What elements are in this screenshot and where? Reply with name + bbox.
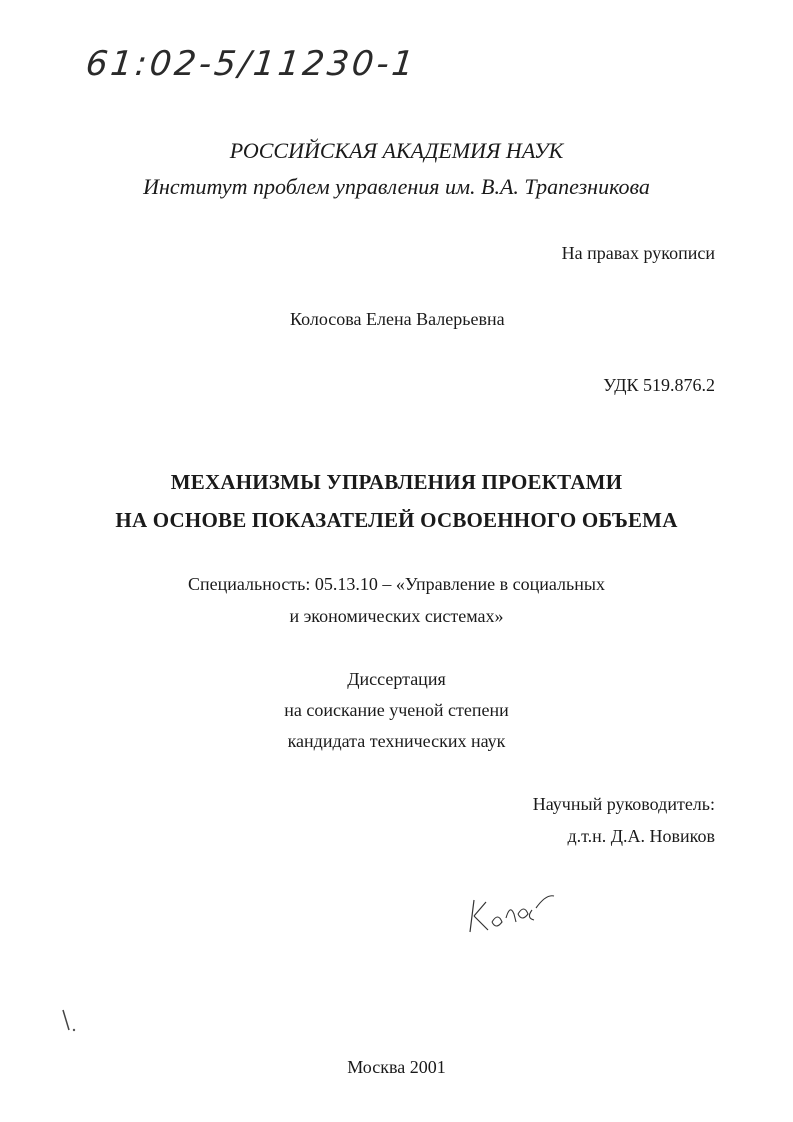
specialty-line-2: и экономических системах» xyxy=(289,606,504,626)
institute-name: Институт проблем управления им. В.А. Трапезникова xyxy=(143,174,650,199)
scan-mark xyxy=(60,1008,80,1034)
thesis-title-line-2: НА ОСНОВЕ ПОКАЗАТЕЛЕЙ ОСВОЕННОГО ОБЪЕМА xyxy=(115,508,678,532)
specialty-line-1: Специальность: 05.13.10 – «Управление в социальных xyxy=(188,574,605,594)
thesis-title-line-1: МЕХАНИЗМЫ УПРАВЛЕНИЯ ПРОЕКТАМИ xyxy=(170,470,623,494)
handwritten-signature xyxy=(458,888,558,938)
degree-line-2: на соискание ученой степени xyxy=(284,700,509,720)
manuscript-rights: На правах рукописи xyxy=(561,243,715,263)
handwritten-archive-code: 61:02-5/11230-1 xyxy=(83,44,419,84)
academy-name: РОССИЙСКАЯ АКАДЕМИЯ НАУК xyxy=(229,138,564,163)
degree-line-1: Диссертация xyxy=(347,669,446,689)
degree-line-3: кандидата технических наук xyxy=(287,731,506,751)
city-year: Москва 2001 xyxy=(347,1057,446,1077)
supervisor-name: д.т.н. Д.А. Новиков xyxy=(567,826,715,846)
author-name: Колосова Елена Валерьевна xyxy=(290,309,505,329)
udc-code: УДК 519.876.2 xyxy=(603,375,715,395)
supervisor-label: Научный руководитель: xyxy=(532,794,715,814)
